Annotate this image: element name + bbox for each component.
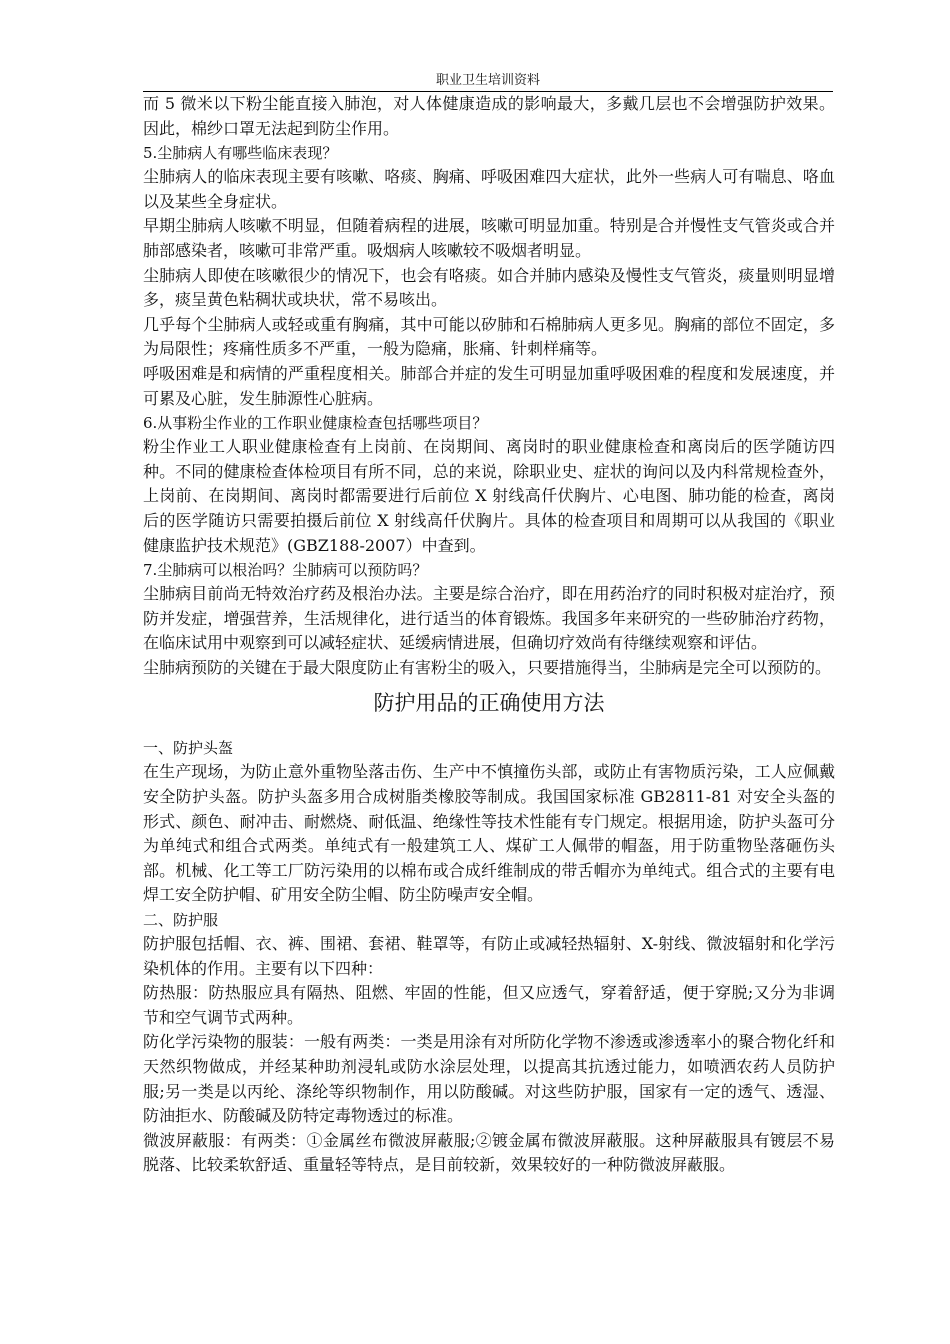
section-clothing-heading: 二、防护服 xyxy=(143,911,219,930)
question-7: 7.尘肺病可以根治吗？尘肺病可以预防吗？ xyxy=(143,561,428,580)
section-helmet-heading: 一、防护头盔 xyxy=(143,739,234,758)
para-symptoms-overview: 尘肺病人的临床表现主要有咳嗽、咯痰、胸痛、呼吸困难四大症状，此外一些病人可有喘息、咯血以及某些全身症状。 xyxy=(143,167,835,211)
para-cotton-mask: 而 5 微米以下粉尘能直接入肺泡，对人体健康造成的影响最大，多戴几层也不会增强防护效果。因此，棉纱口罩无法起到防尘作用。 xyxy=(143,94,835,138)
para-heat-suit: 防热服：防热服应具有隔热、阻燃、牢固的性能，但又应透气，穿着舒适，便于穿脱;又分为非调节和空气调节式两种。 xyxy=(143,983,835,1027)
page-header: 职业卫生培训资料 xyxy=(143,70,833,92)
para-helmet: 在生产现场，为防止意外重物坠落击伤、生产中不慎撞伤头部，或防止有害物质污染，工人应佩戴安全防护头盔。防护头盔多用合成树脂类橡胶等制成。我国国家标准 GB2811-81 对安全头盔的形式、颜色、耐冲击、耐燃烧、耐低温、绝缘性等技术性能有专门规定。根据用途，防护头盔可分为单纯式和组合式两类。单纯式有一般建筑工人、煤矿工人佩带的帽盔，用于防重物坠落砸伤头部。机械、化工等工厂防污染用的以棉布或合成纤维制成的带舌帽亦为单纯式。组合式的主要有电焊工安全防护帽、矿用安全防尘帽、防尘防噪声安全帽。 xyxy=(143,762,835,905)
para-clothing: 防护服包括帽、衣、裤、围裙、套裙、鞋罩等，有防止或减轻热辐射、X-射线、微波辐射和化学污染机体的作用。主要有以下四种： xyxy=(143,934,835,978)
para-sputum: 尘肺病人即使在咳嗽很少的情况下，也会有咯痰。如合并肺内感染及慢性支气管炎，痰量则明显增多，痰呈黄色粘稠状或块状，常不易咳出。 xyxy=(143,265,835,310)
para-cough: 早期尘肺病人咳嗽不明显，但随着病程的进展，咳嗽可明显加重。特别是合并慢性支气管炎或合并肺部感染者，咳嗽可非常严重。吸烟病人咳嗽较不吸烟者明显。 xyxy=(143,216,835,260)
question-5: 5.尘肺病人有哪些临床表现？ xyxy=(143,144,338,163)
para-dyspnea: 呼吸困难是和病情的严重程度相关。肺部合并症的发生可明显加重呼吸困难的程度和发展速度，并可累及心脏，发生肺源性心脏病。 xyxy=(143,363,835,408)
document-body xyxy=(143,92,835,1178)
para-chemical-suit: 防化学污染物的服装：一般有两类：一类是用涂有对所防化学物不渗透或渗透率小的聚合物化纤和天然织物做成，并经某种助剂浸轧或防水涂层处理，以提高其抗透过能力，如喷洒农药人员防护服;另一类是以丙纶、涤纶等织物制作，用以防酸碱。对这些防护服，国家有一定的透气、透湿、防油拒水、防酸碱及防特定毒物透过的标准。 xyxy=(143,1032,835,1126)
para-prevention: 尘肺病预防的关键在于最大限度防止有害粉尘的吸入，只要措施得当，尘肺病是完全可以预防的。 xyxy=(143,657,832,677)
section-title: 防护用品的正确使用方法 xyxy=(373,691,605,716)
para-health-check: 粉尘作业工人职业健康检查有上岗前、在岗期间、离岗时的职业健康检查和离岗后的医学随访四种。不同的健康检查体检项目有所不同，总的来说，除职业史、症状的询问以及内科常规检查外，上岗前、在岗期间、离岗时都需要进行后前位 X 射线高仟伏胸片、心电图、肺功能的检查，离岗后的医学随访只需要拍摄后前位 X 射线高仟伏胸片。具体的检查项目和周期可以从我国的《职业健康监护技术规范》(GBZ188-2007）中查到。 xyxy=(143,437,835,555)
question-6: 6.从事粉尘作业的工作职业健康检查包括哪些项目？ xyxy=(143,414,488,433)
para-treatment: 尘肺病目前尚无特效治疗药及根治办法。主要是综合治疗，即在用药治疗的同时积极对症治疗，预防并发症，增强营养，生活规律化，进行适当的体育锻炼。我国多年来研究的一些矽肺治疗药物，在临床试用中观察到可以减轻症状、延缓病情进展，但确切疗效尚有待继续观察和评估。 xyxy=(143,584,835,653)
para-chest-pain: 几乎每个尘肺病人或轻或重有胸痛，其中可能以矽肺和石棉肺病人更多见。胸痛的部位不固定，多为局限性；疼痛性质多不严重，一般为隐痛，胀痛、针刺样痛等。 xyxy=(143,314,835,359)
para-microwave-suit: 微波屏蔽服：有两类：①金属丝布微波屏蔽服;②镀金属布微波屏蔽服。这种屏蔽服具有镀层不易脱落、比较柔软舒适、重量轻等特点，是目前较新，效果较好的一种防微波屏蔽服。 xyxy=(143,1130,835,1175)
